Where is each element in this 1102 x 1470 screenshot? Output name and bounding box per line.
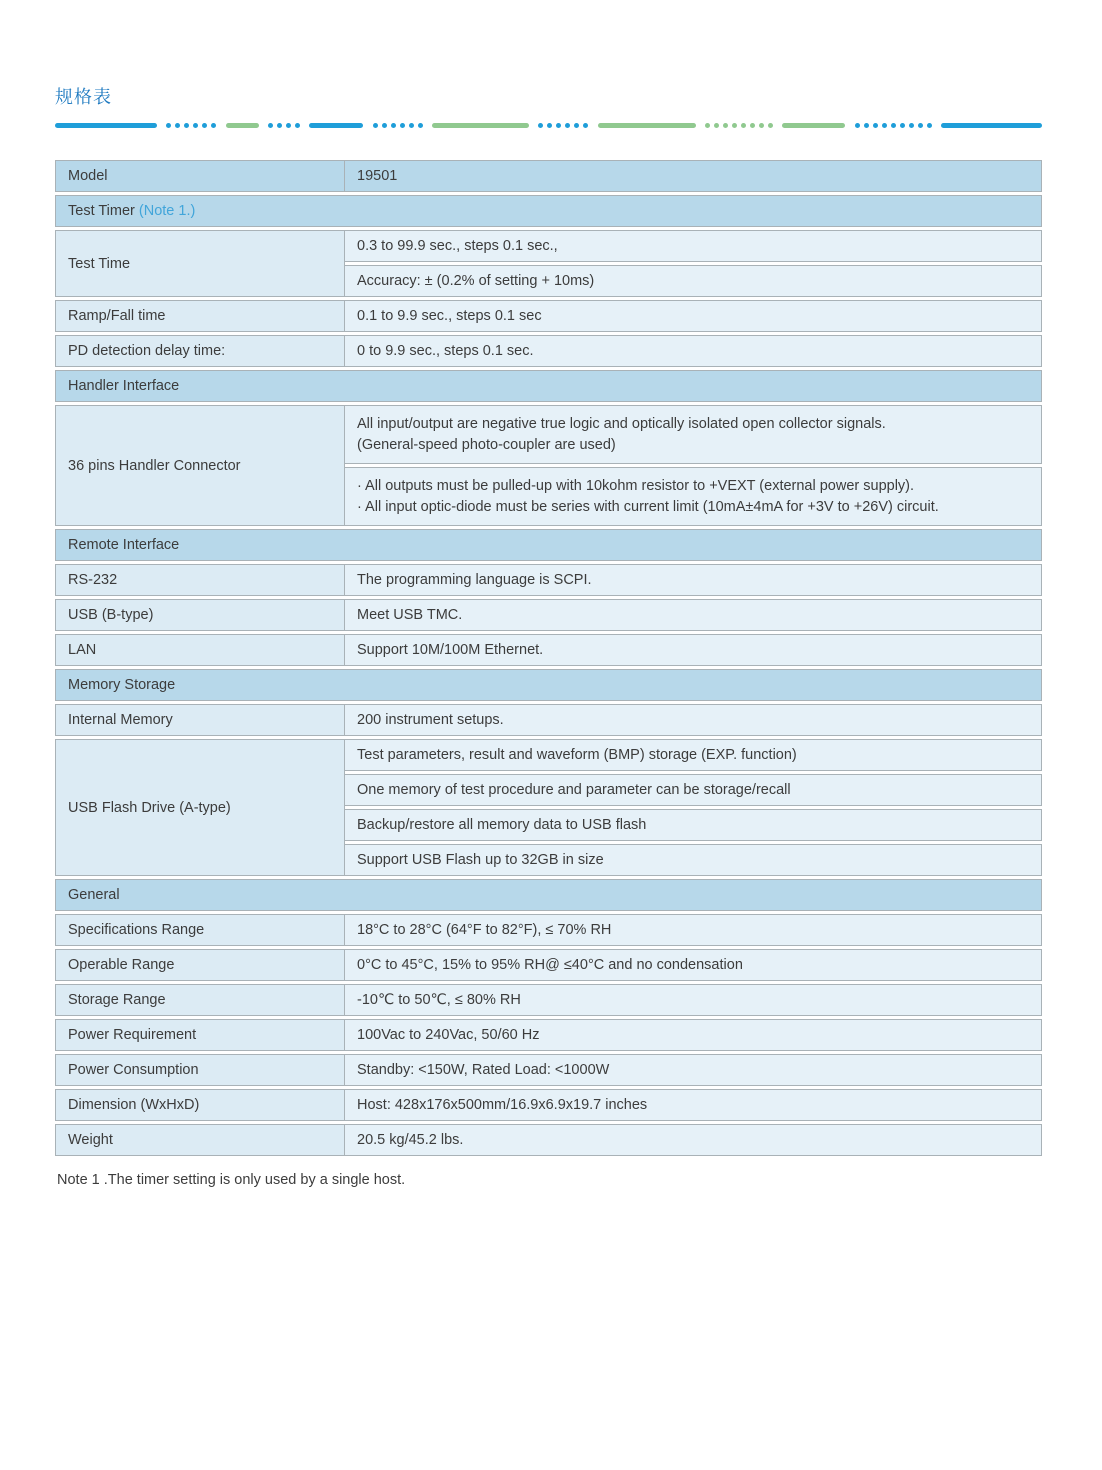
- spec-value-cell: [345, 1124, 1042, 1156]
- table-row: [55, 300, 1042, 332]
- separator-dots: [166, 123, 216, 128]
- spec-value-line: Accuracy: ± (0.2% of setting + 10ms): [357, 273, 595, 289]
- spec-value-cell: [345, 265, 1042, 297]
- spec-value-line: Backup/restore all memory data to USB flash: [357, 817, 647, 834]
- separator-dots: [705, 123, 773, 128]
- section-note-ref: (Note 1.): [138, 203, 196, 219]
- separator-dot: [277, 123, 282, 128]
- separator-dot: [418, 123, 423, 128]
- spec-table-body: [55, 160, 1042, 1156]
- spec-value-line: Support USB Flash up to 32GB in size: [357, 852, 604, 869]
- table-row: [55, 1054, 1042, 1086]
- separator-dot: [855, 123, 860, 128]
- footnote: Note 1 .The timer setting is only used by a single host.: [57, 1172, 406, 1189]
- separator-dots: [373, 123, 423, 128]
- spec-value-line: 19501: [357, 168, 398, 184]
- spec-label-cell: Ramp/Fall time: [55, 300, 345, 332]
- spec-value-cell: [345, 704, 1042, 736]
- spec-value-cell: [345, 1019, 1042, 1051]
- spec-label-cell: Test Time: [55, 230, 345, 297]
- section-header-cell: [55, 879, 1042, 911]
- separator-dots: [268, 123, 300, 128]
- separator-dot: [565, 123, 570, 128]
- page-title: 规格表: [55, 87, 112, 107]
- section-title: General: [68, 887, 120, 904]
- spec-table: [55, 157, 1042, 1159]
- separator-dot: [184, 123, 189, 128]
- spec-value-cell: [345, 300, 1042, 332]
- spec-value-line: 100Vac to 240Vac, 50/60 Hz: [357, 1027, 540, 1044]
- separator-dash: [309, 123, 363, 128]
- section-header-cell: [55, 529, 1042, 561]
- spec-label-cell: RS-232: [55, 564, 345, 596]
- table-row: [55, 405, 1042, 464]
- spec-value-cell: [345, 844, 1042, 876]
- spec-value-cell: [345, 335, 1042, 367]
- table-row: [55, 914, 1042, 946]
- spec-value-cell: [345, 914, 1042, 946]
- table-row: [55, 564, 1042, 596]
- spec-label-cell: Power Requirement: [55, 1019, 345, 1051]
- spec-value-line: Test parameters, result and waveform (BMP) storage (EXP. function): [357, 747, 797, 764]
- spec-label-cell: Operable Range: [55, 949, 345, 981]
- section-row: [55, 195, 1042, 227]
- spec-label-cell: Power Consumption: [55, 1054, 345, 1086]
- separator-dot: [166, 123, 171, 128]
- spec-label-cell: Weight: [55, 1124, 345, 1156]
- table-row: [55, 1089, 1042, 1121]
- spec-value-line: 20.5 kg/45.2 lbs.: [357, 1132, 464, 1149]
- spec-label-cell: PD detection delay time:: [55, 335, 345, 367]
- spec-value-cell: [345, 984, 1042, 1016]
- section-title: Remote Interface: [68, 537, 180, 554]
- spec-value-line: Support 10M/100M Ethernet.: [357, 642, 544, 659]
- spec-value-line: 0.1 to 9.9 sec., steps 0.1 sec: [357, 308, 542, 324]
- spec-value-line: 0 to 9.9 sec., steps 0.1 sec.: [357, 343, 534, 359]
- spec-value-cell: [345, 564, 1042, 596]
- spec-value-line: Meet USB TMC.: [357, 607, 463, 624]
- spec-value-line: 0.3 to 99.9 sec., steps 0.1 sec.,: [357, 238, 558, 254]
- section-header-cell: [55, 195, 1042, 227]
- spec-value-cell: [345, 230, 1042, 262]
- spec-value-cell: [345, 739, 1042, 771]
- table-row: [55, 160, 1042, 192]
- spec-value-line: (General-speed photo-coupler are used): [357, 436, 616, 453]
- spec-value-cell: [345, 949, 1042, 981]
- spec-label-cell: Model: [55, 160, 345, 192]
- separator-dot: [864, 123, 869, 128]
- spec-value-line: · All input optic-diode must be series with current limit (10mA±4mA for +3V to +26V) circuit.: [357, 498, 939, 515]
- spec-value-cell: [345, 467, 1042, 526]
- spec-value-cell: [345, 405, 1042, 464]
- spec-label-cell: USB Flash Drive (A-type): [55, 739, 345, 876]
- separator-dot: [175, 123, 180, 128]
- separator-dot: [918, 123, 923, 128]
- table-row: [55, 704, 1042, 736]
- section-header-cell: [55, 669, 1042, 701]
- spec-value-cell: [345, 634, 1042, 666]
- separator-dash: [55, 123, 157, 128]
- spec-value-line: 200 instrument setups.: [357, 712, 504, 729]
- spec-label-cell: 36 pins Handler Connector: [55, 405, 345, 526]
- spec-value-line: Host: 428x176x500mm/16.9x6.9x19.7 inches: [357, 1097, 648, 1114]
- spec-label-cell: LAN: [55, 634, 345, 666]
- spec-label-cell: Dimension (WxHxD): [55, 1089, 345, 1121]
- separator-dot: [286, 123, 291, 128]
- separator-dot: [556, 123, 561, 128]
- separator-dot: [268, 123, 273, 128]
- separator-dot: [909, 123, 914, 128]
- separator-dot: [873, 123, 878, 128]
- separator-dot: [759, 123, 764, 128]
- spec-value-line: Standby: <150W, Rated Load: <1000W: [357, 1062, 610, 1079]
- separator-dot: [741, 123, 746, 128]
- spec-label-cell: Internal Memory: [55, 704, 345, 736]
- separator-dot: [583, 123, 588, 128]
- separator-dash: [941, 123, 1042, 128]
- section-row: [55, 669, 1042, 701]
- table-row: [55, 949, 1042, 981]
- separator-dot: [400, 123, 405, 128]
- decorative-separator: [55, 122, 1042, 128]
- separator-dash: [226, 123, 259, 128]
- separator-dot: [900, 123, 905, 128]
- spec-value-line: All input/output are negative true logic and optically isolated open collector signals.: [357, 416, 886, 432]
- separator-dash: [432, 123, 529, 128]
- separator-dot: [732, 123, 737, 128]
- section-title: Memory Storage: [68, 677, 176, 694]
- separator-dot: [211, 123, 216, 128]
- separator-dot: [891, 123, 896, 128]
- spec-value-line: One memory of test procedure and parameter can be storage/recall: [357, 782, 791, 799]
- table-row: [55, 984, 1042, 1016]
- separator-dot: [723, 123, 728, 128]
- separator-dash: [782, 123, 845, 128]
- separator-dot: [927, 123, 932, 128]
- separator-dot: [373, 123, 378, 128]
- spec-label-cell: USB (B-type): [55, 599, 345, 631]
- spec-value-cell: [345, 774, 1042, 806]
- section-header-cell: [55, 370, 1042, 402]
- separator-dot: [714, 123, 719, 128]
- table-row: [55, 230, 1042, 262]
- section-title: Test Timer: [68, 203, 139, 219]
- table-row: [55, 335, 1042, 367]
- section-title: Handler Interface: [68, 378, 180, 394]
- section-row: [55, 529, 1042, 561]
- separator-dot: [705, 123, 710, 128]
- spec-value-cell: [345, 599, 1042, 631]
- separator-dot: [295, 123, 300, 128]
- separator-dot: [202, 123, 207, 128]
- table-row: [55, 634, 1042, 666]
- separator-dot: [538, 123, 543, 128]
- table-row: [55, 1124, 1042, 1156]
- spec-value-cell: [345, 1054, 1042, 1086]
- spec-value-cell: [345, 809, 1042, 841]
- spec-value-line: The programming language is SCPI.: [357, 572, 592, 589]
- table-row: [55, 1019, 1042, 1051]
- spec-label-cell: Specifications Range: [55, 914, 345, 946]
- section-row: [55, 370, 1042, 402]
- separator-dot: [882, 123, 887, 128]
- section-row: [55, 879, 1042, 911]
- spec-label-cell: Storage Range: [55, 984, 345, 1016]
- table-row: [55, 599, 1042, 631]
- separator-dot: [574, 123, 579, 128]
- separator-dot: [391, 123, 396, 128]
- separator-dot: [382, 123, 387, 128]
- spec-value-cell: [345, 1089, 1042, 1121]
- separator-dots: [855, 123, 932, 128]
- separator-dash: [598, 123, 696, 128]
- spec-value-cell: [345, 160, 1042, 192]
- spec-value-line: 0°C to 45°C, 15% to 95% RH@ ≤40°C and no condensation: [357, 957, 743, 974]
- separator-dot: [547, 123, 552, 128]
- spec-value-line: 18°C to 28°C (64°F to 82°F), ≤ 70% RH: [357, 922, 612, 939]
- separator-dot: [193, 123, 198, 128]
- separator-dot: [768, 123, 773, 128]
- table-row: [55, 739, 1042, 771]
- spec-value-line: -10℃ to 50℃, ≤ 80% RH: [357, 992, 521, 1009]
- separator-dot: [750, 123, 755, 128]
- separator-dots: [538, 123, 588, 128]
- separator-dot: [409, 123, 414, 128]
- spec-value-line: · All outputs must be pulled-up with 10kohm resistor to +VEXT (external power supply).: [357, 478, 915, 495]
